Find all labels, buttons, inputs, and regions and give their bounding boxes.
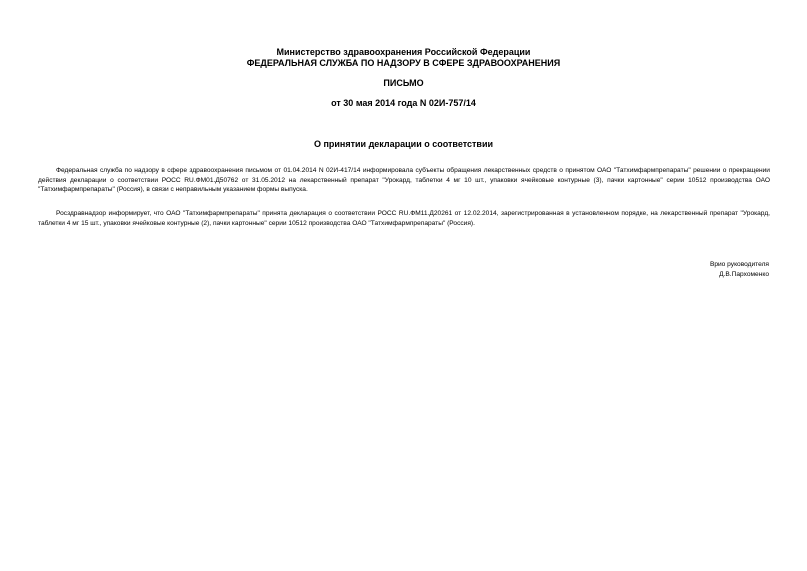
signatory-position: Врио руководителя	[709, 261, 769, 268]
body-paragraph-1: Федеральная служба по надзору в сфере здравоохранения письмом от 01.04.2014 N 02И-417/14 информировала субъекты обращения лекарственных средств о принятом ОАО "Татхимфармпрепараты" решении о прекращении действия декларации о соответствии РОСС RU.ФМ01.Д50762 от 31.05.2012 на лекарственный препарат "Урокард, таблетки 4 мг 10 шт., упаковки ячейковые контурные (3), пачки картонные" серии 10512 производства ОАО "Татхимфармпрепараты" (Россия), в связи с неправильным указанием формы выпуска.	[38, 167, 770, 193]
document-date-number: от 30 мая 2014 года N 02И-757/14	[331, 98, 476, 108]
body-paragraph-2: Росздравнадзор информирует, что ОАО "Татхимфармпрепараты" принята декларация о соответствии РОСС RU.ФМ11.Д20261 от 12.02.2014, зарегистрированная в установленном порядке, на лекарственный препарат "Урокард, таблетки 4 мг 15 шт., упаковки ячейковые контурные (2), пачки картонные" серии 10512 производства ОАО "Татхимфармпрепараты" (Россия).	[38, 210, 770, 227]
service-title: ФЕДЕРАЛЬНАЯ СЛУЖБА ПО НАДЗОРУ В СФЕРЕ ЗДРАВООХРАНЕНИЯ	[246, 58, 561, 68]
document-type: ПИСЬМО	[383, 78, 424, 88]
signatory-name: Д.В.Пархоменко	[719, 271, 769, 278]
document-subject: О принятии декларации о соответствии	[313, 139, 494, 149]
ministry-title: Министерство здравоохранения Российской Федерации	[276, 47, 531, 57]
